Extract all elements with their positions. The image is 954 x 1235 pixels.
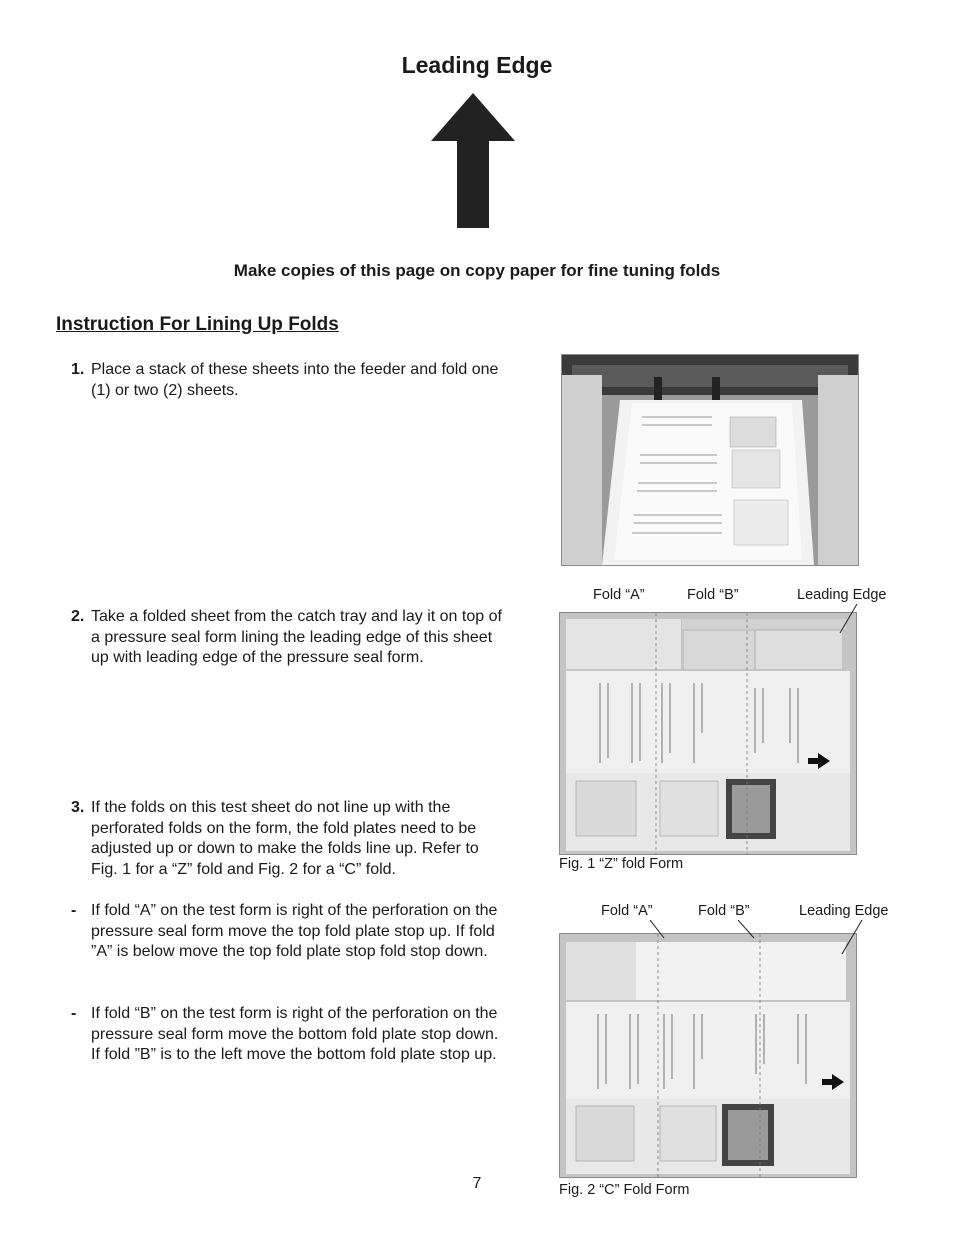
feeder-photo [561, 354, 859, 566]
page-title: Leading Edge [401, 52, 553, 78]
step-bullet: - [71, 1005, 77, 1022]
fig1-fold-a-label: Fold “A” [593, 587, 645, 603]
fig2-caption: Fig. 2 “C” Fold Form [559, 1182, 690, 1198]
page-number: 7 [472, 1175, 482, 1192]
fig1-leading-edge-pointer [838, 604, 858, 634]
page-subtitle: Make copies of this page on copy paper for fine tuning folds [233, 261, 721, 280]
fig2-fold-b-pointer [738, 920, 758, 940]
step-number: 3. [71, 799, 85, 816]
step-text: If fold “B” on the test form is right of the perforation on the pressure seal form move the bottom fold plate stop down. If fold ”B” is to the left move the bottom fold plate stop up. [91, 1005, 499, 1063]
step-text: If the folds on this test sheet do not line up with the perforated folds on the form, the fold plates need to be adjusted up or down to make the folds line up. Refer to Fig. 1 for a “Z” fold and Fig. 2 for a “C” fold. [91, 799, 479, 878]
fig2-leading-edge-label: Leading Edge [799, 903, 889, 919]
step-text: If fold “A” on the test form is right of the perforation on the pressure seal form move the top fold plate stop up. If fold ”A” is below move the top fold plate stop fold stop down. [91, 902, 498, 960]
c-fold-form-photo [559, 933, 857, 1178]
step-number: 1. [71, 361, 85, 378]
fig2-leading-edge-pointer [838, 920, 864, 956]
fig1-leading-edge-label: Leading Edge [797, 587, 887, 603]
fig1-caption: Fig. 1 “Z” fold Form [559, 856, 684, 872]
step-number: 2. [71, 608, 85, 625]
step-bullet: - [71, 902, 77, 919]
fig2-fold-a-pointer [650, 920, 670, 940]
fig2-fold-a-label: Fold “A” [601, 903, 653, 919]
step-3 [60, 798, 505, 880]
step-3-sub-b [60, 1004, 505, 1066]
step-text: Take a folded sheet from the catch tray and lay it on top of a pressure seal form lining the leading edge of this sheet up with leading edge of the pressure seal form. [91, 608, 502, 666]
fig2-fold-b-label: Fold “B” [698, 903, 750, 919]
step-2 [60, 607, 505, 669]
step-1 [60, 360, 505, 401]
z-fold-form-photo [559, 612, 857, 855]
step-3-sub-a [60, 901, 505, 963]
step-text: Place a stack of these sheets into the feeder and fold one (1) or two (2) sheets. [91, 361, 499, 399]
fig1-fold-b-label: Fold “B” [687, 587, 739, 603]
leading-edge-arrow-icon [430, 93, 516, 228]
section-heading: Instruction For Lining Up Folds [56, 314, 339, 335]
